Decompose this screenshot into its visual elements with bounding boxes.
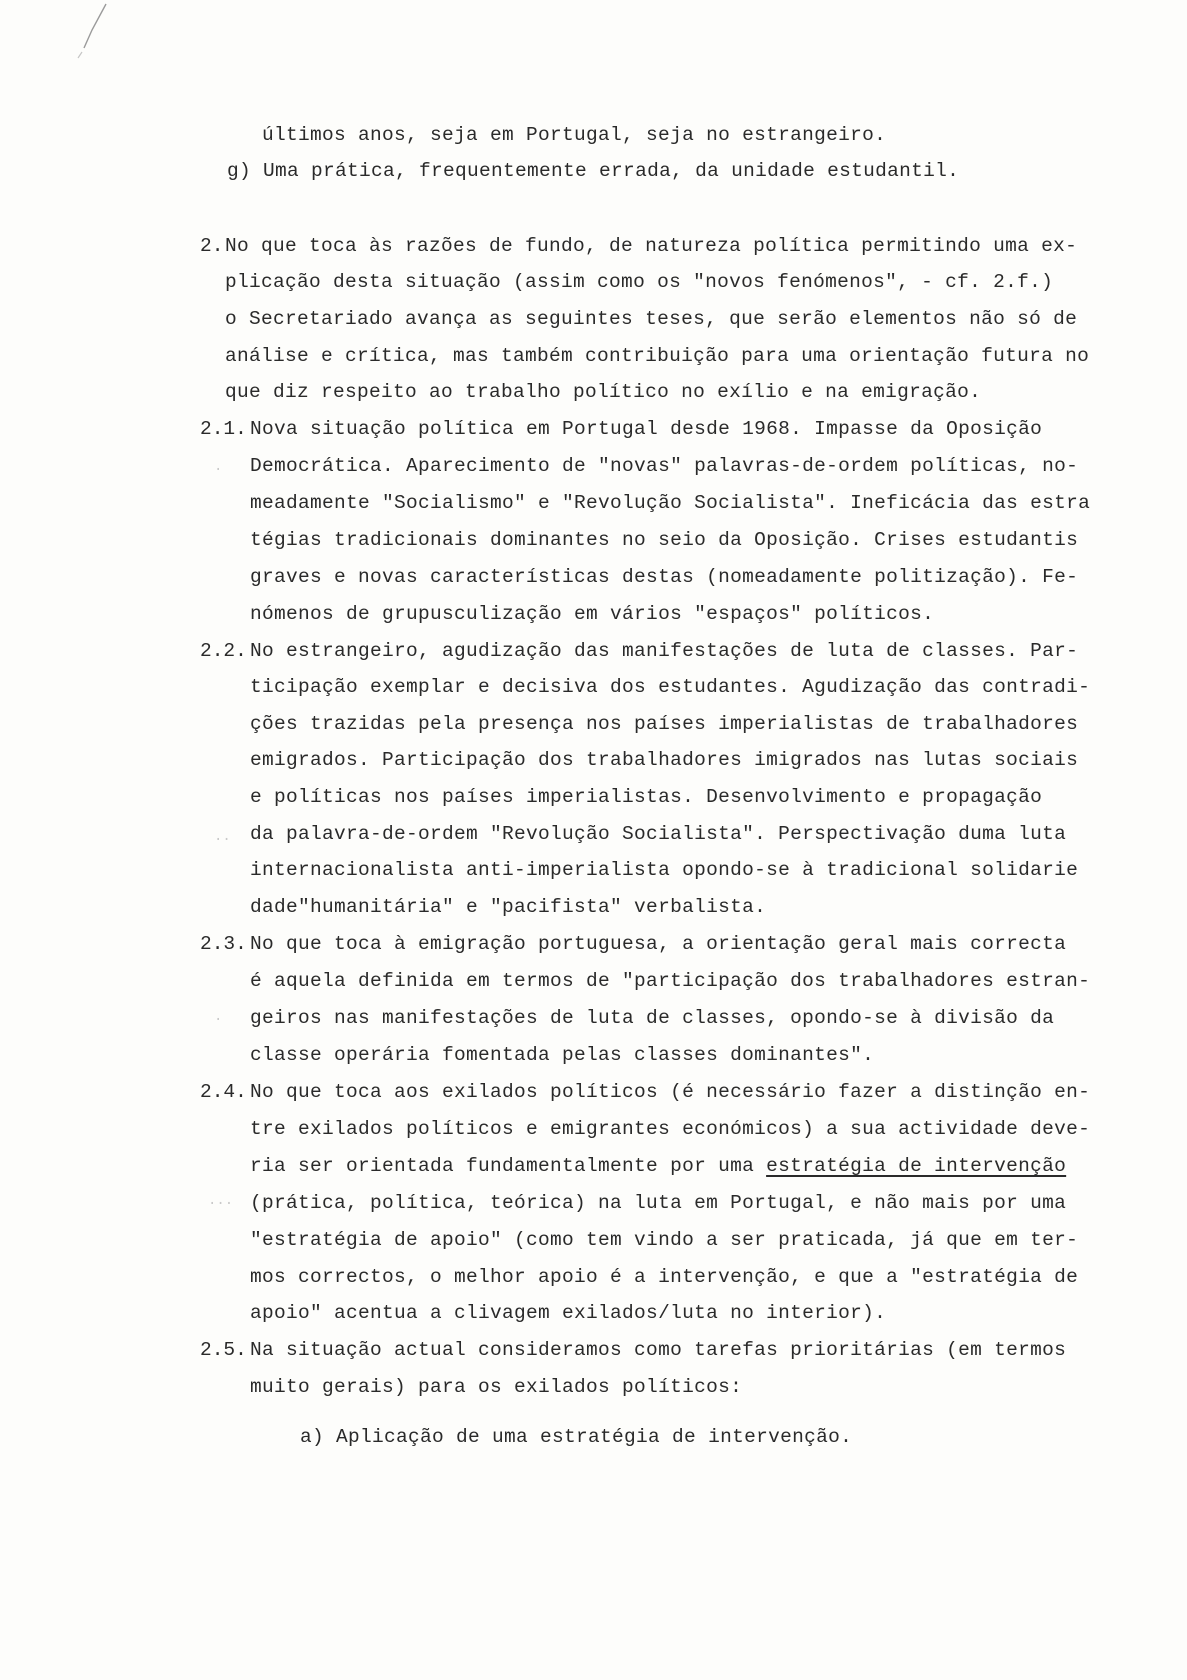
section-2-1-line-2: Democrática. Aparecimento de "novas" palavras-de-ordem políticas, no- (250, 455, 1079, 477)
section-2-number: 2. (200, 235, 224, 257)
section-2-line-1: No que toca às razões de fundo, de natureza política permitindo uma ex- (225, 235, 1078, 257)
section-2-1-line-1: Nova situação política em Portugal desde 1968. Impasse da Oposição (250, 418, 1043, 440)
section-2-3-line-1: No que toca à emigração portuguesa, a orientação geral mais correcta (250, 933, 1067, 955)
section-2-2-line-1: No estrangeiro, agudização das manifestações de luta de classes. Par- (250, 640, 1079, 662)
section-2-2-line-5: e políticas nos países imperialistas. Desenvolvimento e propagação (250, 786, 1043, 808)
section-2-2-line-3: ções trazidas pela presença nos países imperialistas de trabalhadores (250, 713, 1079, 735)
section-2-4-line-4: (prática, política, teórica) na luta em Portugal, e não mais por uma (250, 1192, 1067, 1214)
scan-smudge: ·· (214, 832, 231, 848)
section-2-5-item-a: a) Aplicação de uma estratégia de intervenção. (300, 1426, 853, 1448)
section-2-3-line-3: geiros nas manifestações de luta de classes, opondo-se à divisão da (250, 1007, 1055, 1029)
section-2-line-4: análise e crítica, mas também contribuição para uma orientação futura no (225, 345, 1090, 367)
section-2-5-line-2: muito gerais) para os exilados políticos: (250, 1376, 743, 1398)
section-2-1-line-3: meadamente "Socialismo" e "Revolução Socialista". Ineficácia das estra (250, 492, 1091, 514)
scan-smudge: · (214, 462, 223, 478)
section-2-5-number: 2.5. (200, 1339, 247, 1361)
section-2-4-line-1: No que toca aos exilados políticos (é necessário fazer a distinção en- (250, 1081, 1091, 1103)
section-2-4-line-2: tre exilados políticos e emigrantes económicos) a sua actividade deve- (250, 1118, 1091, 1140)
scan-smudge: ··· (208, 1196, 234, 1212)
section-2-3-number: 2.3. (200, 933, 247, 955)
section-2-4-line-3-start: ria ser orientada fundamentalmente por uma (250, 1155, 767, 1177)
underlined-strategy-of-intervention: estratégia de intervenção (766, 1155, 1067, 1177)
intro-line-1: últimos anos, seja em Portugal, seja no estrangeiro. (262, 124, 887, 146)
section-2-2-line-2: ticipação exemplar e decisiva dos estudantes. Agudização das contradi- (250, 676, 1091, 698)
section-2-1-line-5: graves e novas características destas (nomeadamente politização). Fe- (250, 566, 1079, 588)
section-2-1-number: 2.1. (200, 418, 247, 440)
section-2-3-line-4: classe operária fomentada pelas classes dominantes". (250, 1044, 875, 1066)
section-2-line-3: o Secretariado avança as seguintes teses, que serão elementos não só de (225, 308, 1078, 330)
section-2-line-5: que diz respeito ao trabalho político no exílio e na emigração. (225, 381, 982, 403)
intro-line-2-item-g: g) Uma prática, frequentemente errada, da unidade estudantil. (227, 160, 960, 182)
scan-smudge: · (214, 1012, 223, 1028)
section-2-4-line-3 (250, 1155, 1066, 1177)
section-2-3-line-2: é aquela definida em termos de "participação dos trabalhadores estran- (250, 970, 1091, 992)
section-2-4-number: 2.4. (200, 1081, 247, 1103)
paper-corner-mark (58, 0, 118, 70)
section-2-2-line-6: da palavra-de-ordem "Revolução Socialista". Perspectivação duma luta (250, 823, 1067, 845)
section-2-2-number: 2.2. (200, 640, 247, 662)
section-2-1-line-4: tégias tradicionais dominantes no seio da Oposição. Crises estudantis (250, 529, 1079, 551)
section-2-2-line-4: emigrados. Participação dos trabalhadores imigrados nas lutas sociais (250, 749, 1079, 771)
section-2-5-line-1: Na situação actual consideramos como tarefas prioritárias (em termos (250, 1339, 1067, 1361)
section-2-4-line-7: apoio" acentua a clivagem exilados/luta no interior). (250, 1302, 887, 1324)
section-2-line-2: plicação desta situação (assim como os "novos fenómenos", - cf. 2.f.) (225, 271, 1054, 293)
section-2-4-line-5: "estratégia de apoio" (como tem vindo a ser praticada, já que em ter- (250, 1229, 1079, 1251)
section-2-2-line-8: dade"humanitária" e "pacifista" verbalista. (250, 896, 767, 918)
section-2-4-line-6: mos correctos, o melhor apoio é a intervenção, e que a "estratégia de (250, 1266, 1079, 1288)
section-2-2-line-7: internacionalista anti-imperialista opondo-se à tradicional solidarie (250, 859, 1079, 881)
section-2-1-line-6: nómenos de grupusculização em vários "espaços" políticos. (250, 603, 935, 625)
